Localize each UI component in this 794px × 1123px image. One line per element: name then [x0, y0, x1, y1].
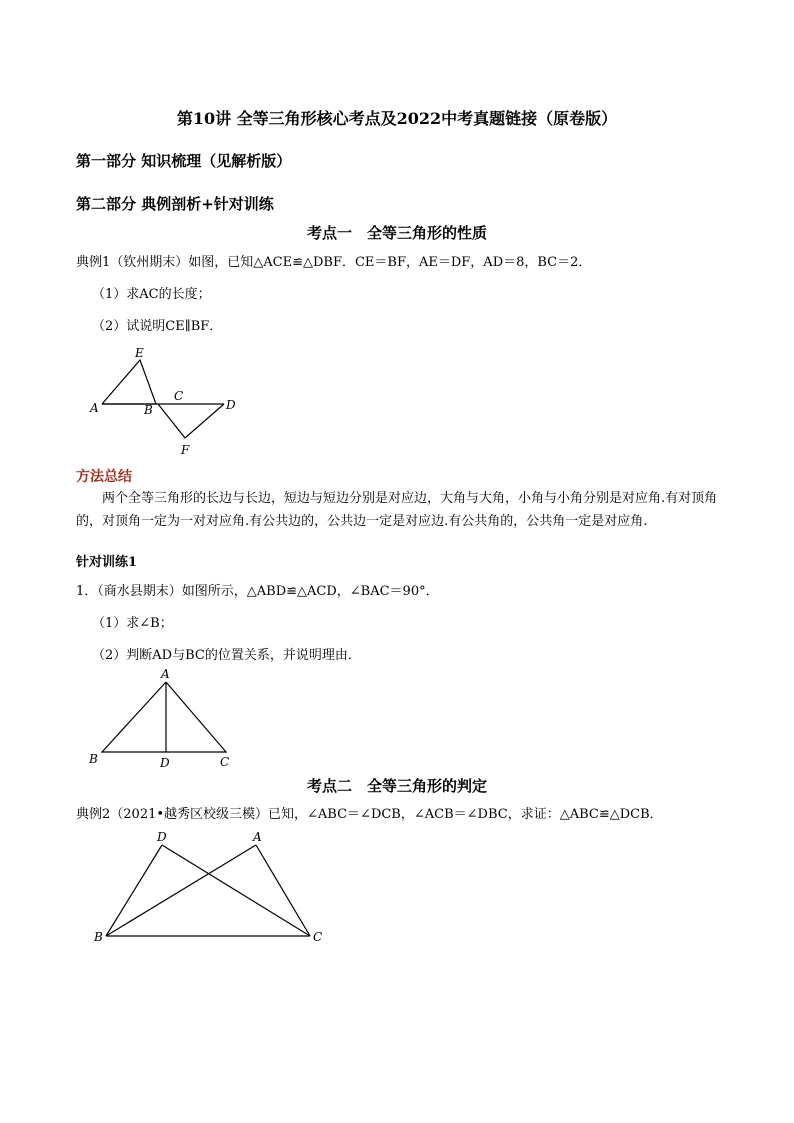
- figure-3-crossed-triangles: [84, 826, 334, 950]
- fig3-line-ab: [106, 845, 256, 936]
- page-title: 第10讲 全等三角形核心考点及2022中考真题链接（原卷版）: [176, 109, 618, 128]
- fig1-triangle-ace: [102, 360, 156, 404]
- fig1-label-a: A: [90, 401, 99, 415]
- example1-text: 典例1（钦州期末）如图，已知△ACE≌△DBF．CE＝BF，AE＝DF，AD＝8，BC＝2．: [76, 255, 592, 270]
- fig1-label-e: E: [135, 346, 144, 360]
- fig1-label-d: D: [226, 398, 236, 412]
- figure-2-right-triangle: [84, 666, 244, 774]
- fig2-triangle-abc: [102, 682, 226, 752]
- example1-q1: （1）求AC的长度；: [92, 287, 211, 302]
- fig1-label-c: C: [174, 389, 184, 403]
- fig1-label-f: F: [181, 443, 190, 457]
- kaodian2-heading: 考点二 全等三角形的判定: [306, 777, 487, 795]
- training1-text: 1．（商水县期末）如图所示，△ABD≌△ACD，∠BAC＝90°．: [76, 584, 439, 599]
- example2-text: 典例2（2021•越秀区校级三模）已知，∠ABC＝∠DCB，∠ACB＝∠DBC，求证：△ABC≌△DCB．: [76, 807, 663, 822]
- example1-q2: （2）试说明CE∥BF．: [92, 319, 223, 334]
- fig3-line-ac: [256, 845, 310, 936]
- method-summary-title: 方法总结: [76, 469, 132, 485]
- fig3-line-db: [106, 845, 162, 936]
- fig3-label-a: A: [253, 830, 262, 844]
- training1-q1: （1）求∠B；: [92, 616, 173, 631]
- fig3-label-c: C: [313, 930, 323, 944]
- training1-title: 针对训练1: [76, 555, 138, 570]
- part1-heading: 第一部分 知识梳理（见解析版）: [76, 152, 292, 170]
- fig3-line-dc: [162, 845, 310, 936]
- fig2-label-b: B: [89, 752, 98, 766]
- kaodian1-heading: 考点一 全等三角形的性质: [306, 224, 487, 242]
- fig2-label-c: C: [220, 755, 230, 769]
- fig1-triangle-dbf: [158, 404, 224, 438]
- part2-heading: 第二部分 典例剖析+针对训练: [76, 195, 274, 213]
- fig1-label-b: B: [144, 403, 153, 417]
- fig3-label-b: B: [94, 930, 103, 944]
- figure-1-triangles: [84, 340, 254, 460]
- method-summary-text: 两个全等三角形的长边与长边，短边与短边分别是对应边，大角与大角，小角与小角分别是对应角.有对顶角的，对顶角一定为一对对应角.有公共边的，公共边一定是对应边.有公共角的，公共角一定是对应角.: [76, 491, 718, 529]
- fig2-label-d: D: [160, 756, 170, 770]
- fig2-label-a: A: [161, 667, 170, 681]
- training1-q2: （2）判断AD与BC的位置关系，并说明理由．: [92, 648, 361, 663]
- fig3-label-d: D: [157, 830, 167, 844]
